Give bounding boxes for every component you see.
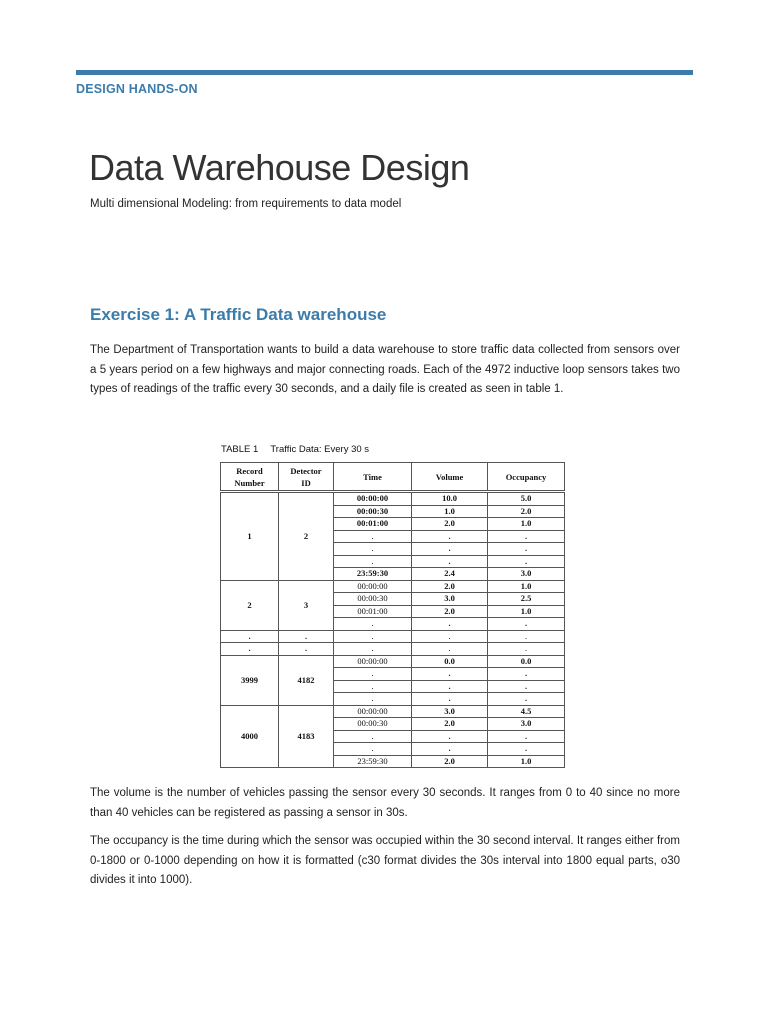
time-cell: 00:00:30 — [334, 505, 412, 518]
table-row — [221, 705, 565, 718]
occupancy-cell: . — [488, 643, 565, 656]
section-tag: DESIGN HANDS-ON — [76, 82, 198, 96]
record-number-cell: 2 — [221, 580, 279, 630]
time-cell: . — [334, 743, 412, 756]
detector-id-cell: . — [279, 630, 334, 643]
col-header-volume: Volume — [412, 463, 488, 492]
occupancy-cell: . — [488, 630, 565, 643]
occupancy-cell: 1.0 — [488, 518, 565, 531]
record-number-cell: . — [221, 643, 279, 656]
table-row — [221, 630, 565, 643]
table-row — [221, 580, 565, 593]
detector-id-cell: 2 — [279, 492, 334, 581]
occupancy-cell: . — [488, 680, 565, 693]
time-cell: . — [334, 693, 412, 706]
time-cell: 00:00:00 — [334, 655, 412, 668]
volume-cell: 10.0 — [412, 492, 488, 506]
occupancy-cell: . — [488, 668, 565, 681]
volume-cell: . — [412, 693, 488, 706]
time-cell: 23:59:30 — [334, 755, 412, 768]
occupancy-paragraph: The occupancy is the time during which the sensor was occupied within the 30 second interval. It ranges either from 0-1800 or 0-1000 depending on how it is formatted (c30 format divides the 30s interval into 1800 equal parts, o30 divides it into 1000). — [90, 835, 680, 886]
top-rule — [76, 70, 693, 75]
volume-cell: . — [412, 680, 488, 693]
volume-cell: 3.0 — [412, 705, 488, 718]
occupancy-cell: 2.5 — [488, 593, 565, 606]
time-cell: . — [334, 730, 412, 743]
volume-cell: . — [412, 630, 488, 643]
time-cell: 00:01:00 — [334, 518, 412, 531]
time-cell: 00:00:00 — [334, 705, 412, 718]
time-cell: . — [334, 543, 412, 556]
volume-cell: . — [412, 668, 488, 681]
occupancy-cell: 3.0 — [488, 568, 565, 581]
detector-id-cell: 4182 — [279, 655, 334, 705]
time-cell: . — [334, 643, 412, 656]
table-title: Traffic Data: Every 30 s — [270, 444, 370, 455]
detector-id-cell: . — [279, 643, 334, 656]
time-cell: . — [334, 630, 412, 643]
occupancy-cell: 1.0 — [488, 605, 565, 618]
table-body — [221, 492, 565, 768]
volume-cell: . — [412, 743, 488, 756]
time-cell: 23:59:30 — [334, 568, 412, 581]
occupancy-cell: 1.0 — [488, 580, 565, 593]
col-header-occupancy: Occupancy — [488, 463, 565, 492]
page-title: Data Warehouse Design — [89, 147, 470, 188]
volume-cell: . — [412, 530, 488, 543]
detector-id-cell: 3 — [279, 580, 334, 630]
time-cell: 00:00:30 — [334, 718, 412, 731]
time-cell: 00:00:00 — [334, 580, 412, 593]
table-row — [221, 655, 565, 668]
traffic-data-table — [220, 462, 565, 768]
occupancy-cell: 2.0 — [488, 505, 565, 518]
volume-paragraph: The volume is the number of vehicles passing the sensor every 30 seconds. It ranges from 0 to 40 since no more than 40 vehicles can be registered as passing a sensor in 30s. — [90, 787, 680, 819]
exercise-heading: Exercise 1: A Traffic Data warehouse — [90, 305, 387, 324]
volume-cell: . — [412, 643, 488, 656]
occupancy-cell: 4.5 — [488, 705, 565, 718]
occupancy-cell: . — [488, 555, 565, 568]
volume-cell: 2.4 — [412, 568, 488, 581]
intro-paragraph: The Department of Transportation wants to build a data warehouse to store traffic data collected from sensors over a 5 years period on a few highways and major connecting roads. Each of the 4972 inductive loop sensors takes two types of readings of the traffic every 30 seconds, and a daily file is created as seen in table 1. — [90, 344, 680, 395]
volume-cell: . — [412, 618, 488, 631]
table-caption — [221, 444, 369, 455]
volume-cell: 2.0 — [412, 518, 488, 531]
volume-cell: 0.0 — [412, 655, 488, 668]
col-header-time: Time — [334, 463, 412, 492]
occupancy-cell: . — [488, 743, 565, 756]
table-row — [221, 643, 565, 656]
occupancy-cell: 0.0 — [488, 655, 565, 668]
volume-cell: 2.0 — [412, 580, 488, 593]
col-header-detector: Detector ID — [279, 463, 334, 492]
occupancy-cell: . — [488, 618, 565, 631]
record-number-cell: 1 — [221, 492, 279, 581]
table-label: TABLE 1 — [221, 444, 259, 455]
time-cell: . — [334, 680, 412, 693]
volume-cell: 2.0 — [412, 718, 488, 731]
col-header-record: Record Number — [221, 463, 279, 492]
detector-id-cell: 4183 — [279, 705, 334, 768]
time-cell: 00:01:00 — [334, 605, 412, 618]
occupancy-cell: 1.0 — [488, 755, 565, 768]
volume-cell: 2.0 — [412, 755, 488, 768]
volume-cell: 3.0 — [412, 593, 488, 606]
occupancy-cell: 5.0 — [488, 492, 565, 506]
time-cell: . — [334, 668, 412, 681]
volume-cell: 1.0 — [412, 505, 488, 518]
volume-cell: . — [412, 555, 488, 568]
record-number-cell: 3999 — [221, 655, 279, 705]
table-header-row — [221, 463, 565, 492]
record-number-cell: . — [221, 630, 279, 643]
time-cell: 00:00:30 — [334, 593, 412, 606]
page-subtitle: Multi dimensional Modeling: from requirements to data model — [90, 198, 402, 210]
occupancy-cell: . — [488, 530, 565, 543]
occupancy-cell: 3.0 — [488, 718, 565, 731]
volume-cell: 2.0 — [412, 605, 488, 618]
time-cell: . — [334, 618, 412, 631]
time-cell: . — [334, 555, 412, 568]
record-number-cell: 4000 — [221, 705, 279, 768]
volume-cell: . — [412, 543, 488, 556]
volume-cell: . — [412, 730, 488, 743]
time-cell: 00:00:00 — [334, 492, 412, 506]
occupancy-cell: . — [488, 693, 565, 706]
table-row — [221, 492, 565, 506]
occupancy-cell: . — [488, 730, 565, 743]
occupancy-cell: . — [488, 543, 565, 556]
time-cell: . — [334, 530, 412, 543]
